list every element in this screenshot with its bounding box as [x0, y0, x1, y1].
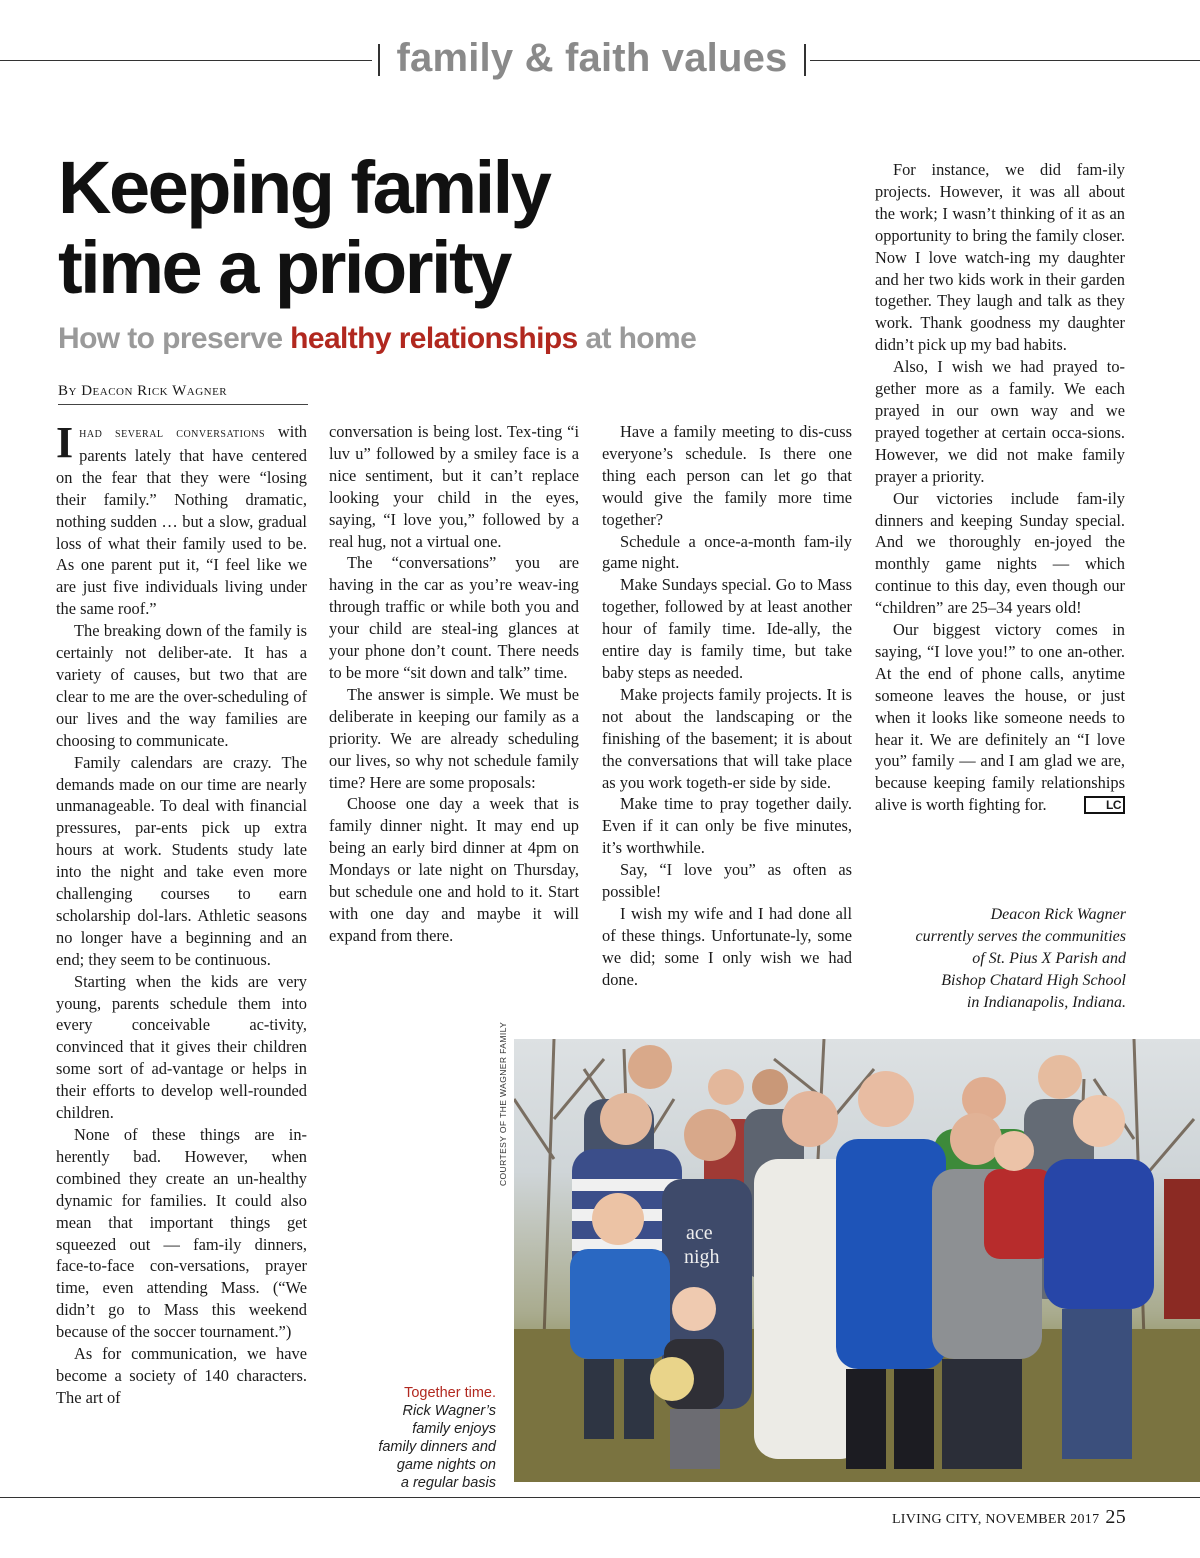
paragraph: The breaking down of the family is certainly not deliber-ate. It has a variety of causes, but two that are clear to me are the over-scheduling of our lives and the way families are choosing to communicate.	[56, 621, 307, 750]
byline: By Deacon Rick Wagner	[58, 383, 308, 405]
paragraph: Also, I wish we had prayed to-gether more as a family. We each prayed in our own way and we prayed together at certain occa-sions. However, we did not make family prayer a priority.	[875, 357, 1125, 486]
headline-line-1: Keeping family	[58, 146, 550, 229]
footer-rule	[0, 1497, 1200, 1498]
caption-line: family dinners and	[378, 1439, 496, 1455]
caption-line: Rick Wagner’s	[402, 1403, 496, 1419]
article-column-4	[875, 159, 1125, 816]
paragraph: Family calendars are crazy. The demands made on our time are nearly unmanageable. To deal with financial pressures, par-ents pick up extra hours at work. Students study late into the night and take even more challenging courses to earn scholarship dol-lars. Athletic seasons no longer have a beginning and an end; they seem to be continuous.	[56, 752, 307, 969]
paragraph: Choose one day a week that is family dinner night. It may end up being an early bird dinner at 4pm on Mondays or late night on Thursday, but schedule one and hold to it. Start with one day and maybe it will expand from there.	[329, 794, 579, 945]
author-bio	[860, 904, 1126, 1014]
paragraph: Starting when the kids are very young, parents schedule them into every conceivable ac-tivity, convinced that it gives their children some sort of ad-vantage or helps in their efforts to develop well-rounded children.	[56, 971, 307, 1123]
section-label: family & faith values	[396, 36, 788, 80]
caption-line: game nights on	[396, 1457, 496, 1473]
paragraph: Say, “I love you” as often as possible!	[602, 860, 852, 902]
headline	[58, 148, 818, 308]
page-number: 25	[1105, 1506, 1126, 1528]
shirt-text-1: ace	[686, 1222, 713, 1244]
paragraph	[56, 418, 307, 620]
bio-line: currently serves the communities	[915, 928, 1126, 945]
section-rule-right	[810, 60, 1200, 61]
article-column-2	[329, 421, 579, 947]
paragraph: Our victories include fam-ily dinners and keeping Sunday special. And we thoroughly en-joyed the monthly game nights — which continue to this day, even though our “children” are 25–34 years old!	[875, 488, 1125, 618]
paragraph: As for communication, we have become a society of 140 characters. The art of	[56, 1344, 307, 1407]
subhead-post: at home	[577, 322, 697, 355]
paragraph: Make projects family projects. It is not about the landscaping or the finishing of the basement; it is about the conversations that will take place as you work togeth-er side by side.	[602, 684, 852, 792]
paragraph: For instance, we did fam-ily projects. However, it was all about the work; I wasn’t thinking of it as an opportunity to bring the family closer. Now I love watch-ing my daughter and her two kids work in their garden together. They laugh and talk as they work. Thank goodness my daughter didn’t pick up my bad habits.	[875, 160, 1125, 355]
subhead-pre: How to preserve	[58, 322, 291, 355]
headline-line-2: time a priority	[58, 226, 510, 309]
caption-line: a regular basis	[400, 1475, 496, 1491]
family-photo-illustration	[514, 1039, 1200, 1482]
paragraph-text: with parents lately that have centered on the fear that they were “losing their family.” Nothing dramatic, nothing sudden … but a slow, gradual loss of what their family used to be. As one parent put it, “I feel like we are just five individuals living under the same roof.”	[56, 422, 307, 619]
publication-name: LIVING CITY, NOVEMBER 2017	[891, 1512, 1100, 1527]
paragraph	[875, 619, 1125, 816]
paragraph: I wish my wife and I had done all of these things. Unfortunate-ly, some we did; some I only wish we had done.	[602, 903, 852, 989]
caption-lead: Together time.	[404, 1385, 496, 1401]
bio-line: in Indianapolis, Indiana.	[966, 994, 1126, 1011]
photo-credit: COURTESY OF THE WAGNER FAMILY	[498, 1021, 508, 1186]
paragraph-text: Our biggest victory comes in saying, “I love you!” to one an-other. At the end of phone calls, anytime someone leaves the house, or just when it looks like someone needs to hear it. We are definitely an “I love you” family — and I am glad we are, because keeping family relationships alive is worth fighting for.	[875, 620, 1125, 815]
subhead-accent: healthy relationships	[290, 322, 578, 355]
bio-line: Bishop Chatard High School	[941, 972, 1126, 989]
shirt-text-2: nigh	[684, 1246, 720, 1268]
section-tick-right	[804, 44, 806, 76]
barn	[1164, 1179, 1200, 1319]
end-mark-logo: LC	[1084, 796, 1125, 814]
paragraph: conversation is being lost. Tex-ting “i luv u” followed by a smiley face is a nice sentiment, but it can’t replace looking your child in the eyes, saying, “I love you,” followed by a real hug, not a virtual one.	[329, 422, 579, 551]
photo-caption	[330, 1384, 496, 1492]
article-column-3	[602, 421, 852, 991]
paragraph: Make Sundays special. Go to Mass together, followed by at least another hour of family time. Ide-ally, the entire day is family time, but take baby steps as needed.	[602, 575, 852, 682]
section-rule-left	[0, 60, 372, 61]
caption-line: family enjoys	[412, 1421, 496, 1437]
bio-line: Deacon Rick Wagner	[990, 906, 1126, 923]
lead-in: had several conversations	[79, 426, 266, 441]
subhead	[58, 322, 818, 356]
paragraph: Have a family meeting to dis-cuss everyone’s schedule. Is there one thing each person can let go that would give the family more time together?	[602, 422, 852, 529]
drop-cap: I	[56, 418, 74, 467]
article-column-1	[56, 418, 307, 1409]
family-photo	[514, 1039, 1200, 1482]
paragraph: The “conversations” you are having in the car as you’re weav-ing through traffic or while both you and your child are steal-ing glances at your phone don’t count. There needs to be more “sit down and talk” time.	[329, 553, 579, 682]
section-tick-left	[378, 44, 380, 76]
page-footer	[860, 1506, 1126, 1529]
paragraph: Schedule a once-a-month fam-ily game night.	[602, 531, 852, 573]
paragraph: None of these things are in-herently bad. However, when combined they create an un-healthy dynamic for families. It could also mean that important things get squeezed out — fam-ily dinners, face-to-face con-versations, prayer time, even attending Mass. (“We didn’t go to Mass this weekend because of the soccer tournament.”)	[56, 1125, 307, 1342]
paragraph: Make time to pray together daily. Even if it can only be five minutes, it’s worthwhile.	[602, 794, 852, 858]
paragraph: The answer is simple. We must be deliberate in keeping our family as a priority. We are already scheduling our lives, so why not schedule family time? Here are some proposals:	[329, 684, 579, 792]
bio-line: of St. Pius X Parish and	[972, 950, 1126, 967]
